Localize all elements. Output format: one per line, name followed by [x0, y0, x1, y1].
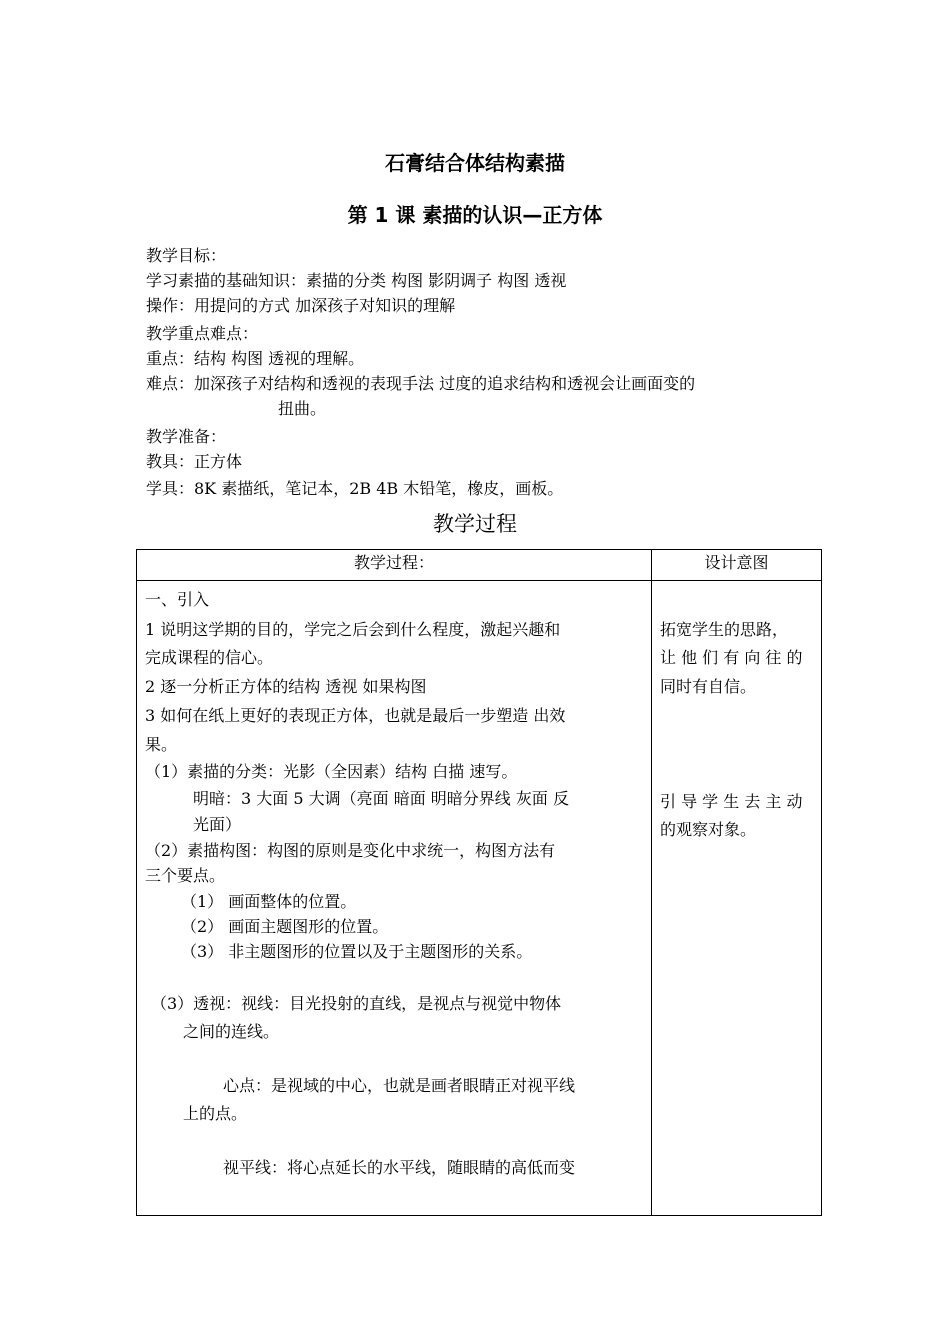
- teaching-process-table: [136, 549, 822, 1216]
- intent-line: 让 他 们 有 向 往 的: [660, 648, 803, 667]
- intent-line: 同时有自信。: [660, 677, 757, 696]
- process-cell: [137, 581, 652, 1216]
- process-line: 完成课程的信心。: [145, 648, 274, 667]
- process-line: 一、引入: [145, 590, 210, 609]
- intent-line: 拓宽学生的思路，: [660, 620, 789, 639]
- prep-student-tools: 学具：8K 素描纸，笔记本，2B 4B 木铅笔，橡皮，画板。: [146, 479, 564, 498]
- process-line: （1） 画面整体的位置。: [181, 892, 357, 911]
- key-label: 教学重点难点：: [146, 324, 259, 343]
- process-line: 光面）: [193, 815, 242, 834]
- goal-label: 教学目标：: [146, 246, 227, 265]
- process-line: （1）素描的分类：光影（全因素）结构 白描 速写。: [145, 762, 518, 781]
- intent-column-header: 设计意图: [652, 550, 822, 581]
- process-line: 心点：是视域的中心，也就是画者眼睛正对视平线: [223, 1076, 576, 1095]
- intent-cell: [652, 581, 822, 1216]
- goal-line-2: 操作：用提问的方式 加深孩子对知识的理解: [146, 296, 456, 315]
- difficulty-line-2: 扭曲。: [278, 399, 327, 418]
- goal-line-1: 学习素描的基础知识：素描的分类 构图 影阴调子 构图 透视: [146, 271, 567, 290]
- prep-teaching-tools: 教具：正方体: [146, 452, 243, 471]
- process-line: 视平线：将心点延长的水平线，随眼睛的高低而变: [223, 1158, 576, 1177]
- process-line: 2 逐一分析正方体的结构 透视 如果构图: [145, 677, 427, 696]
- intent-line: 引 导 学 生 去 主 动: [660, 792, 803, 811]
- difficulty-line-1: 难点：加深孩子对结构和透视的表现手法 过度的追求结构和透视会让画面变的: [146, 374, 696, 393]
- process-line: 3 如何在纸上更好的表现正方体，也就是最后一步塑造 出效: [145, 706, 566, 725]
- lesson-title: 第 1 课 素描的认识—正方体: [347, 203, 603, 227]
- prep-label: 教学准备：: [146, 427, 227, 446]
- process-line: 三个要点。: [145, 866, 226, 885]
- process-line: 1 说明这学期的目的，学完之后会到什么程度，激起兴趣和: [145, 620, 561, 639]
- process-line: （2） 画面主题图形的位置。: [181, 917, 389, 936]
- process-line: 果。: [145, 735, 178, 754]
- process-line: 上的点。: [183, 1104, 248, 1123]
- intent-line: 的观察对象。: [660, 820, 757, 839]
- table-body-row: [137, 581, 822, 1216]
- key-point: 重点：结构 构图 透视的理解。: [146, 349, 365, 368]
- process-column-header: 教学过程：: [137, 550, 652, 581]
- table-header-row: [137, 550, 822, 581]
- process-line: 之间的连线。: [183, 1022, 280, 1041]
- section-title: 教学过程: [433, 512, 517, 536]
- process-line: 明暗：3 大面 5 大调（亮面 暗面 明暗分界线 灰面 反: [193, 789, 569, 808]
- process-line: （2）素描构图：构图的原则是变化中求统一，构图方法有: [145, 841, 556, 860]
- document-title: 石膏结合体结构素描: [385, 151, 565, 175]
- process-line: （3）透视：视线：目光投射的直线，是视点与视觉中物体: [151, 994, 562, 1013]
- process-line: （3） 非主题图形的位置以及于主题图形的关系。: [181, 942, 533, 961]
